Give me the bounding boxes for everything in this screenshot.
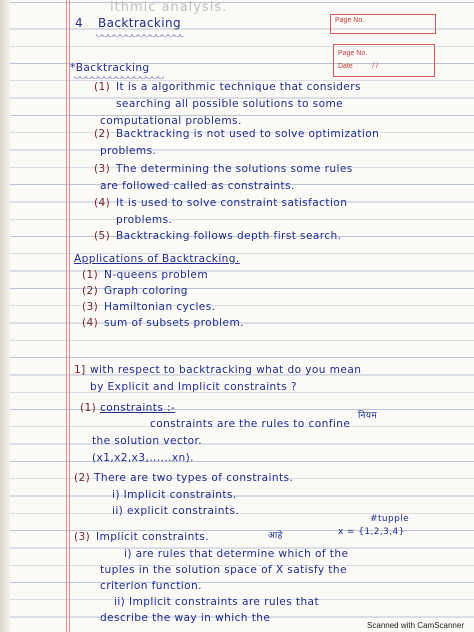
question-line-1: with respect to backtracking what do you mean [90,364,362,376]
section-heading: *Backtracking [70,62,150,74]
point-2-bullet: (2) [94,128,111,140]
constraint-3-next-line-2: describe the way in which the [100,612,271,624]
chapter-number: 4 [75,16,84,30]
point-4-line-1: It is used to solve constraint satisfaction [116,197,348,209]
scanner-watermark: Scanned with CamScanner [367,621,464,630]
constraint-3-line-2: tuples in the solution space of X satisfy the [100,564,347,576]
application-4-bullet: (4) [82,317,99,329]
page-binding-shadow [0,0,10,632]
page-number-box [330,14,436,34]
constraint-3-line-1: i) are rules that determine which of the [124,548,349,560]
constraint-2-heading: There are two types of constraints. [94,472,294,484]
constraint-3-heading: Implicit constraints. [96,531,209,543]
point-1-bullet: (1) [94,81,111,93]
page-date-box [333,44,435,77]
constraint-1-note: नियम [358,411,378,421]
page-no-row [338,47,430,60]
point-5-bullet: (5) [94,230,111,242]
date-row [338,60,430,73]
page-no-label-2: Page No. [338,50,368,57]
tuple-value: x = {1,2,3,4} [338,527,405,537]
application-3-text: Hamiltonian cycles. [104,301,216,313]
margin-line-inner [69,0,70,632]
constraint-3-bullet: (3) [74,531,91,543]
point-3-bullet: (3) [94,163,111,175]
application-2-bullet: (2) [82,285,99,297]
date-label: Date [338,63,353,70]
point-3-line-1: The determining the solutions some rules [116,163,353,175]
question-number: 1] [74,364,86,376]
point-3-line-2: are followed called as constraints. [100,180,295,192]
title-underline [96,34,184,38]
point-1-line-1: It is a algorithmic technique that considers [116,81,361,93]
point-2-line-2: problems. [100,145,157,157]
constraint-1-line-2: the solution vector. [92,435,203,447]
application-4-text: sum of subsets problem. [104,317,244,329]
constraint-2-bullet: (2) [74,472,91,484]
constraint-3-line-3: criterion function. [100,580,202,592]
point-4-line-2: problems. [116,214,173,226]
margin-line [66,0,67,632]
question-line-2: by Explicit and Implicit constraints ? [90,381,297,393]
page-title: Backtracking [98,16,182,30]
application-3-bullet: (3) [82,301,99,313]
application-1-text: N-queens problem [104,269,209,281]
constraint-3-next-line-1: ii) Implicit constraints are rules that [114,596,319,608]
constraint-type-2: ii) explicit constraints. [112,505,240,517]
tuple-label: #tupple [370,514,410,524]
point-1-line-2: searching all possible solutions to some [116,98,344,110]
solution-vector: (x1,x2,x3,......xn). [92,452,194,464]
constraint-type-1: i) Implicit constraints. [112,489,237,501]
point-1-line-3: computational problems. [100,115,242,127]
date-value: / / [372,63,379,70]
application-2-text: Graph coloring [104,285,188,297]
applications-heading: Applications of Backtracking. [74,253,240,265]
constraint-1-heading: constraints :- [100,402,176,414]
application-1-bullet: (1) [82,269,99,281]
constraint-1-line-1: constraints are the rules to confine [150,418,351,430]
point-4-bullet: (4) [94,197,111,209]
bleed-through-text: ithmic analysis. [110,0,228,15]
heading-underline [74,76,164,80]
constraint-3-note: आहे [268,531,283,541]
page-no-label: Page No. [335,17,365,24]
constraint-1-bullet: (1) [80,402,97,414]
point-2-line-1: Backtracking is not used to solve optimization [116,128,380,140]
point-5-line-1: Backtracking follows depth first search. [116,230,342,242]
